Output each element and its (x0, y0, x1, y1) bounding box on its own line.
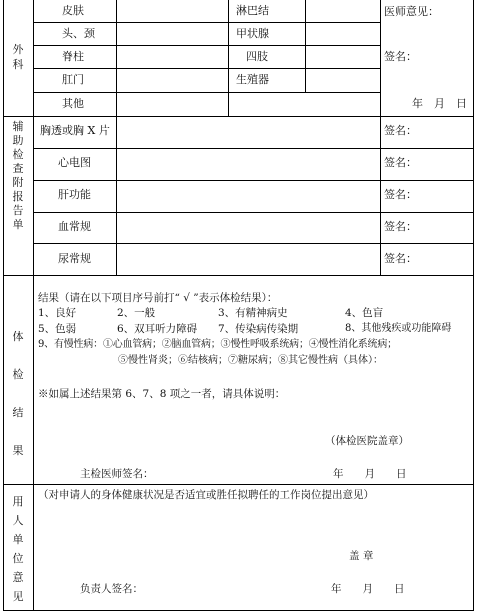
result-note: ※如属上述结果第 6、7、8 项之一者，请具体说明： (38, 388, 286, 400)
aux-sign-blood: 签名： (384, 220, 417, 233)
result-section-label: 体检结果 (12, 330, 24, 457)
aux-item-ecg: 心电图 (58, 156, 91, 169)
aux-sign-xray: 签名： (384, 124, 417, 137)
employer-instruction: （对申请人的身体健康状况是否适宜或胜任拟聘任的工作岗位提出意见） (38, 489, 374, 501)
surgery-item-genitals: 生殖器 (236, 73, 269, 86)
result-opt-4: 4、色盲 (345, 307, 384, 319)
result-opt-7: 7、传染病传染期 (218, 323, 299, 335)
result-opt-1: 1、良好 (38, 307, 77, 319)
surgery-item-head-neck: 头、颈 (62, 27, 95, 40)
surgery-item-other: 其他 (62, 97, 84, 110)
result-opt-2: 2、一般 (117, 307, 156, 319)
aux-item-liver: 肝功能 (58, 188, 91, 201)
result-intro: 结果（请在以下项目序号前打“ √ ”表示体检结果）： (38, 292, 278, 304)
result-opt-3: 3、有精神病史 (218, 307, 288, 319)
aux-item-urine: 尿常规 (58, 252, 91, 265)
surgery-sign-label: 签名： (384, 50, 417, 63)
surgery-opinion-label: 医师意见： (384, 5, 439, 18)
surgery-date: 年 月 日 (412, 97, 467, 110)
aux-sign-ecg: 签名： (384, 156, 417, 169)
surgery-item-skin: 皮肤 (62, 4, 84, 17)
surgery-item-thyroid: 甲状腺 (236, 27, 269, 40)
surgery-item-lymph: 淋巴结 (236, 4, 269, 17)
employer-seal: 盖 章 (349, 550, 374, 562)
surgery-item-limbs: 四肢 (246, 50, 268, 63)
result-opt-9: 9、有慢性病：①心血管病；②脑血管病；③慢性呼吸系统病；④慢性消化系统病； (38, 339, 397, 350)
aux-section-label: 辅助检查 附报告单 (12, 120, 24, 231)
surgery-item-spine: 脊柱 (62, 50, 84, 63)
aux-sign-urine: 签名： (384, 252, 417, 265)
surgery-section-label: 外科 (12, 43, 24, 71)
result-opt-8: 8、其他残疾或功能障碍 (345, 323, 452, 334)
surgery-item-anus: 肛门 (62, 73, 84, 86)
employer-section-label: 用人单位意见 (12, 495, 24, 603)
aux-item-xray: 胸透或胸 X 片 (40, 124, 110, 137)
result-opt-5: 5、色弱 (38, 323, 77, 335)
employer-sign: 负责人签名： (80, 583, 143, 595)
employer-date: 年 月 日 (331, 583, 405, 595)
result-date: 年 月 日 (333, 468, 407, 480)
aux-sign-liver: 签名： (384, 188, 417, 201)
result-opt-6: 6、双耳听力障碍 (117, 323, 198, 335)
result-opt-9-cont: ⑤慢性肾炎；⑥结核病；⑦糖尿病；⑧其它慢性病（具体）： (118, 355, 383, 366)
result-seal: （体检医院盖章） (325, 435, 409, 447)
aux-item-blood: 血常规 (58, 220, 91, 233)
result-doctor-sign: 主检医师签名： (80, 468, 154, 480)
